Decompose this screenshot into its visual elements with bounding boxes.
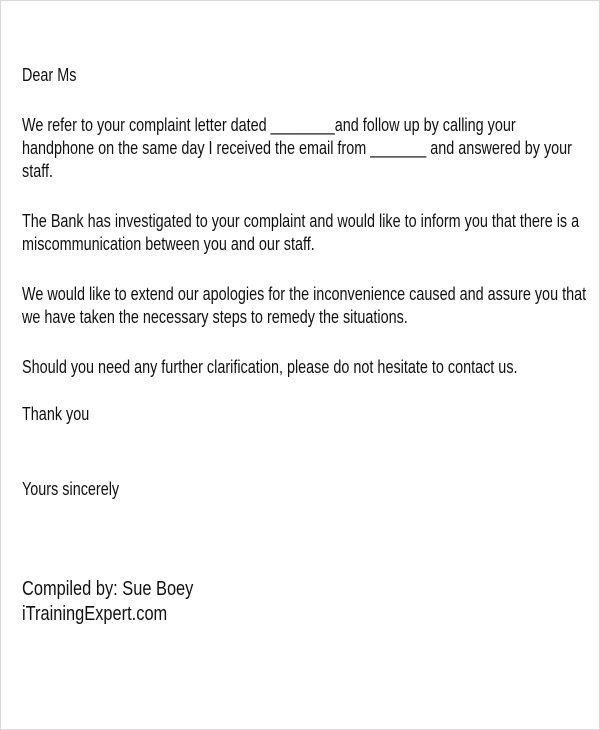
paragraph-line: We would like to extend our apologies for the inconvenience caused and assure you that (22, 284, 587, 304)
paragraph-line: we have taken the necessary steps to remedy the situations. (22, 307, 408, 327)
paragraph-line: Should you need any further clarification, please do not hesitate to contact us. (22, 357, 518, 377)
thanks-line: Thank you (22, 404, 90, 424)
website-text: iTrainingExpert.com (22, 603, 168, 625)
compiled-by: Compiled by: Sue Boey (22, 578, 194, 600)
salutation: Dear Ms (22, 65, 77, 85)
closing-line: Yours sincerely (22, 479, 120, 499)
paragraph-line: miscommunication between you and our staff. (22, 234, 315, 254)
paragraph-line: staff. (22, 161, 53, 181)
paragraph-line: We refer to your complaint letter dated ________and follow up by calling your (22, 115, 516, 135)
paragraph-line: The Bank has investigated to your complaint and would like to inform you that there is a (22, 211, 580, 231)
paragraph-line: handphone on the same day I received the email from _______ and answered by your (22, 138, 572, 158)
